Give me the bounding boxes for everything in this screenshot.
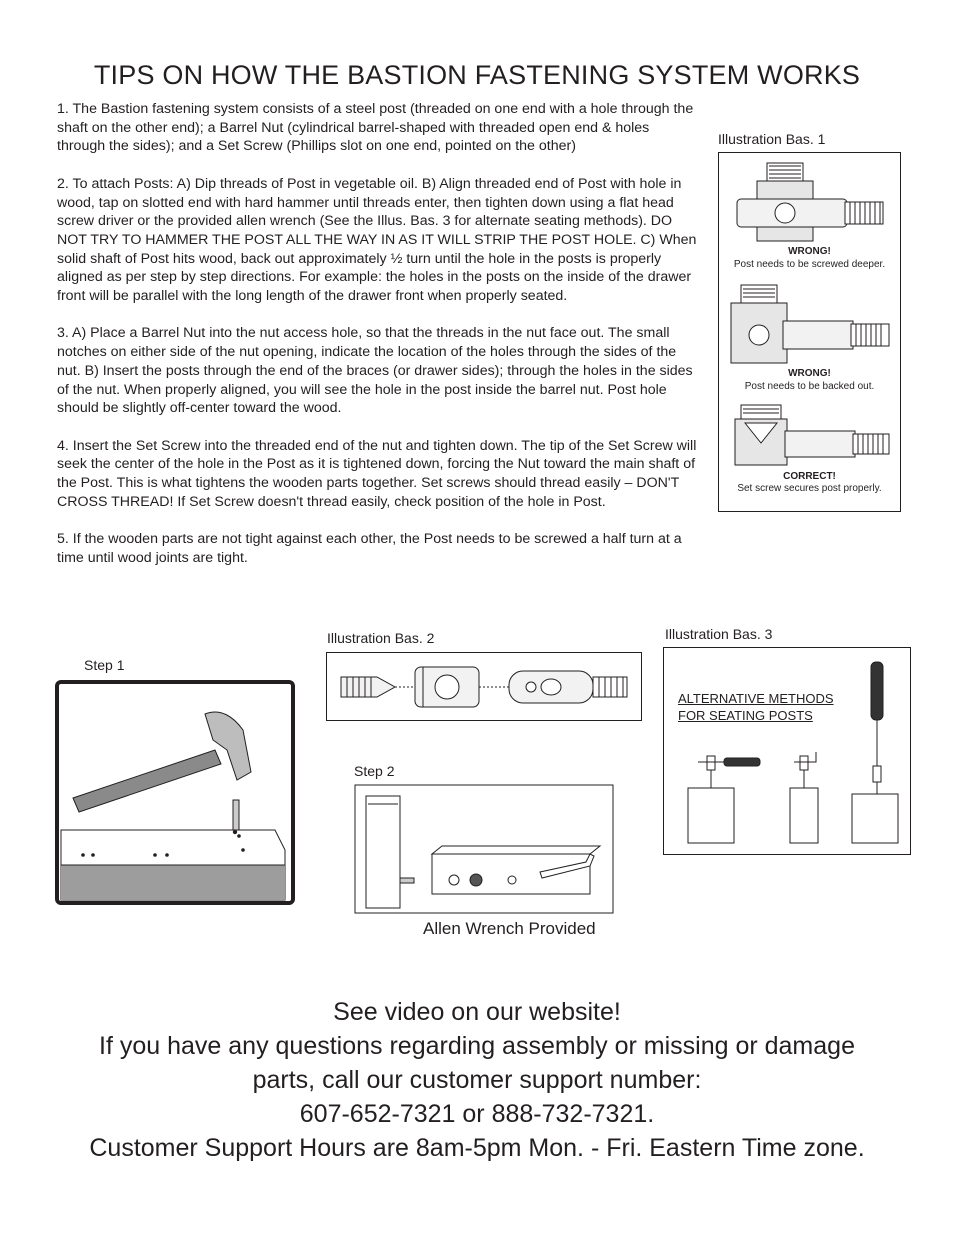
- footer-line-hours: Customer Support Hours are 8am-5pm Mon. - Fri. Eastern Time zone.: [89, 1134, 865, 1162]
- illus1-item1-note: Post needs to be screwed deeper.: [733, 259, 886, 270]
- seating-methods-diagram: [664, 648, 908, 852]
- illus1-item2-note: Post needs to be backed out.: [744, 381, 875, 392]
- instruction-list: [57, 100, 697, 586]
- allen-wrench-caption: Allen Wrench Provided: [423, 919, 596, 938]
- illus1-item1-status: WRONG!: [788, 246, 831, 257]
- illus1-frame: [718, 152, 901, 512]
- footer-line-questions: If you have any questions regarding assembly or missing or damage: [99, 1032, 855, 1060]
- illus1-item3-note: Set screw secures post properly.: [737, 483, 882, 494]
- instruction-step-4: 4. Insert the Set Screw into the threaded end of the nut and tighten down. The tip of the Set Screw will seek the center of the hole in the Post as it is tightened down, forcing the Nut toward the main shaft of the Post. This is what tightens the wooden parts together. Set screws should thread easily – DON'T CROSS THREAD! If Set Screw doesn't thread easily, check position of the hole in Post.: [57, 437, 697, 510]
- post-too-deep-diagram: [727, 283, 893, 369]
- illus1-item2-status: WRONG!: [788, 368, 831, 379]
- step1-label: Step 1: [84, 657, 125, 673]
- page-title: TIPS ON HOW THE BASTION FASTENING SYSTEM WORKS: [93, 60, 861, 90]
- exploded-fastener-diagram: [337, 661, 633, 713]
- support-footer: [0, 995, 954, 1165]
- illus1-item3-status: CORRECT!: [783, 471, 836, 482]
- instruction-step-2: 2. To attach Posts: A) Dip threads of Post in vegetable oil. B) Align threaded end of Post with hole in wood, tap on slotted end with hard hammer until threads enter, then tighten down using a flat head screw driver or the provided allen wrench (See the Illus. Bas. 3 for alternate seating methods). DO NOT TRY TO HAMMER THE POST ALL THE WAY IN AS IT WILL STRIP THE POST HOLE. C) When solid shaft of Post hits wood, back out approximately ½ turn until the hole in the posts is properly aligned as per step by step directions. For example: the holes in the posts on the inside of the drawer front will be parallel with the long length of the drawer front when properly seated.: [57, 175, 697, 305]
- post-too-shallow-diagram: [733, 161, 889, 247]
- instruction-step-5: 5. If the wooden parts are not tight against each other, the Post needs to be screwed a half turn at a time until wood joints are tight.: [57, 531, 682, 566]
- footer-line-call: parts, call our customer support number:: [252, 1066, 702, 1094]
- illus2-label: Illustration Bas. 2: [327, 630, 435, 646]
- step2-label: Step 2: [354, 763, 395, 779]
- footer-line-video: See video on our website!: [333, 998, 621, 1026]
- illus3-label: Illustration Bas. 3: [665, 626, 773, 642]
- footer-line-phone: 607-652-7321 or 888-732-7321.: [299, 1100, 655, 1128]
- alternative-methods-line1: ALTERNATIVE METHODS: [678, 691, 834, 706]
- step1-hammer-diagram: [55, 680, 295, 905]
- instruction-step-1: 1. The Bastion fastening system consists of a steel post (threaded on one end with a hole through the shaft on the other end); a Barrel Nut (cylindrical barrel-shaped with threaded open end & holes through the sides); and a Set Screw (Phillips slot on one end, pointed on the other): [57, 101, 694, 155]
- alternative-methods-line2: FOR SEATING POSTS: [678, 708, 813, 723]
- post-correct-diagram: [733, 403, 893, 469]
- step2-allen-wrench-diagram: [354, 784, 614, 914]
- instruction-step-3: 3. A) Place a Barrel Nut into the nut access hole, so that the threads in the nut face out. The small notches on either side of the nut opening, indicate the location of the holes through the sides of the nut. B) Insert the posts through the end of the braces (or drawer sides); through the holes in the sides of the nut. When properly aligned, you will see the hole in the post inside the barrel nut. Post hole should be slightly off-center toward the wood.: [57, 325, 693, 417]
- illus1-label: Illustration Bas. 1: [718, 131, 826, 147]
- illus2-frame: [326, 652, 642, 721]
